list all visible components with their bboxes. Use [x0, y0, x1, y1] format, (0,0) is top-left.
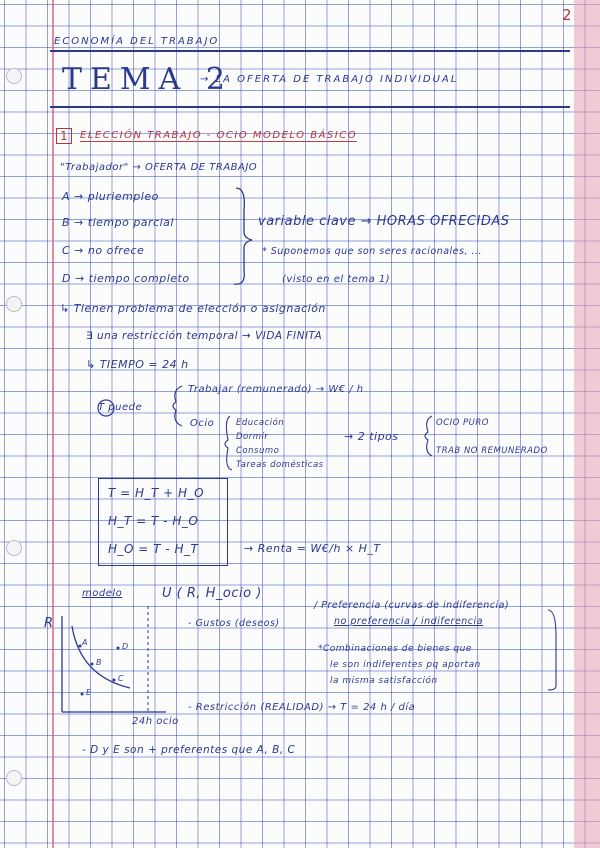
point-e-dot [81, 693, 84, 696]
tiempo-line: ↳ TIEMPO = 24 h [86, 358, 189, 371]
point-d-dot [117, 647, 120, 650]
graph-point-b: B [96, 658, 102, 667]
utility-function: U ( R, H_ocio ) [162, 586, 262, 601]
ocio-label: Ocio [190, 418, 215, 429]
combinaciones-line: la misma satisfacción [330, 676, 438, 686]
point-b-dot [91, 663, 94, 666]
point-a-dot [79, 645, 82, 648]
variable-clave: variable clave → HORAS OFRECIDAS [258, 214, 510, 229]
option-b: B → tiempo parcial [62, 216, 174, 229]
equation: H_T = T - H_O [108, 514, 199, 528]
graph-point-c: C [118, 674, 125, 683]
t-puede: T puede [98, 402, 143, 413]
ocio-brace [225, 416, 232, 470]
graph-point-d: D [122, 642, 129, 651]
section-number: 1 [56, 128, 72, 144]
restriccion-realidad: - Restricción (REALIDAD) → T = 24 h / día [188, 702, 416, 713]
restriccion-line: ∃ una restricción temporal → VIDA FINITA [86, 330, 323, 342]
no-preferencia-line: no preferencia / indiferencia [334, 616, 483, 627]
trab-no-remunerado: TRAB NO REMUNERADO [436, 446, 548, 456]
preferencia-line: / Preferencia (curvas de indiferencia) [314, 600, 510, 611]
header-title: ECONOMÍA DEL TRABAJO [54, 36, 220, 47]
indifference-curve [72, 626, 130, 688]
problema-line: ↳ Tienen problema de elección o asignación [60, 302, 326, 315]
ocio-item: Consumo [236, 446, 280, 456]
dos-tipos: → 2 tipos [344, 430, 399, 443]
ocio-item: Educación [236, 418, 285, 428]
equation: T = H_T + H_O [108, 486, 205, 500]
option-a: A → pluriempleo [62, 190, 159, 203]
option-c: C → no ofrece [62, 244, 145, 257]
visto-note: (visto en el tema 1) [282, 274, 391, 285]
t-circle [98, 400, 114, 416]
ocio-puro: OCIO PURO [436, 418, 489, 428]
puede-brace [173, 386, 182, 426]
trabajar-line: Trabajar (remunerado) → W€ / h [188, 384, 364, 395]
combinaciones-line: *Combinaciones de bienes que [318, 644, 472, 654]
supuesto-note: * Suponemos que son seres racionales, ... [262, 246, 483, 257]
graph-point-a: A [82, 638, 88, 647]
modelo-label: modelo [82, 588, 123, 599]
graph-y-label: R [44, 616, 54, 631]
graph-x-label: 24h ocio [132, 716, 179, 727]
ocio-item: Tareas domésticas [236, 460, 324, 470]
point-c-dot [113, 679, 116, 682]
tema-subtitle: → LA OFERTA DE TRABAJO INDIVIDUAL [200, 74, 459, 85]
section-title: ELECCIÓN TRABAJO - OCIO MODELO BÁSICO [80, 130, 358, 141]
graph-point-e: E [86, 688, 92, 697]
option-d: D → tiempo completo [62, 272, 190, 285]
trabajador-line: "Trabajador" → OFERTA DE TRABAJO [60, 162, 258, 173]
conclusion-line: - D y E son + preferentes que A, B, C [82, 744, 296, 756]
equation: H_O = T - H_T [108, 542, 199, 556]
page-number: 2 [562, 6, 572, 24]
combinaciones-line: le son indiferentes pq aportan [330, 660, 481, 670]
combinaciones-bracket [548, 610, 556, 690]
options-brace [234, 188, 252, 284]
gustos-line: - Gustos (deseos) [188, 618, 280, 629]
tema-title: TEMA 2 [62, 62, 233, 97]
renta-line: → Renta = W€/h × H_T [244, 542, 381, 555]
tipos-brace [425, 416, 432, 456]
ocio-item: Dormir [236, 432, 269, 442]
